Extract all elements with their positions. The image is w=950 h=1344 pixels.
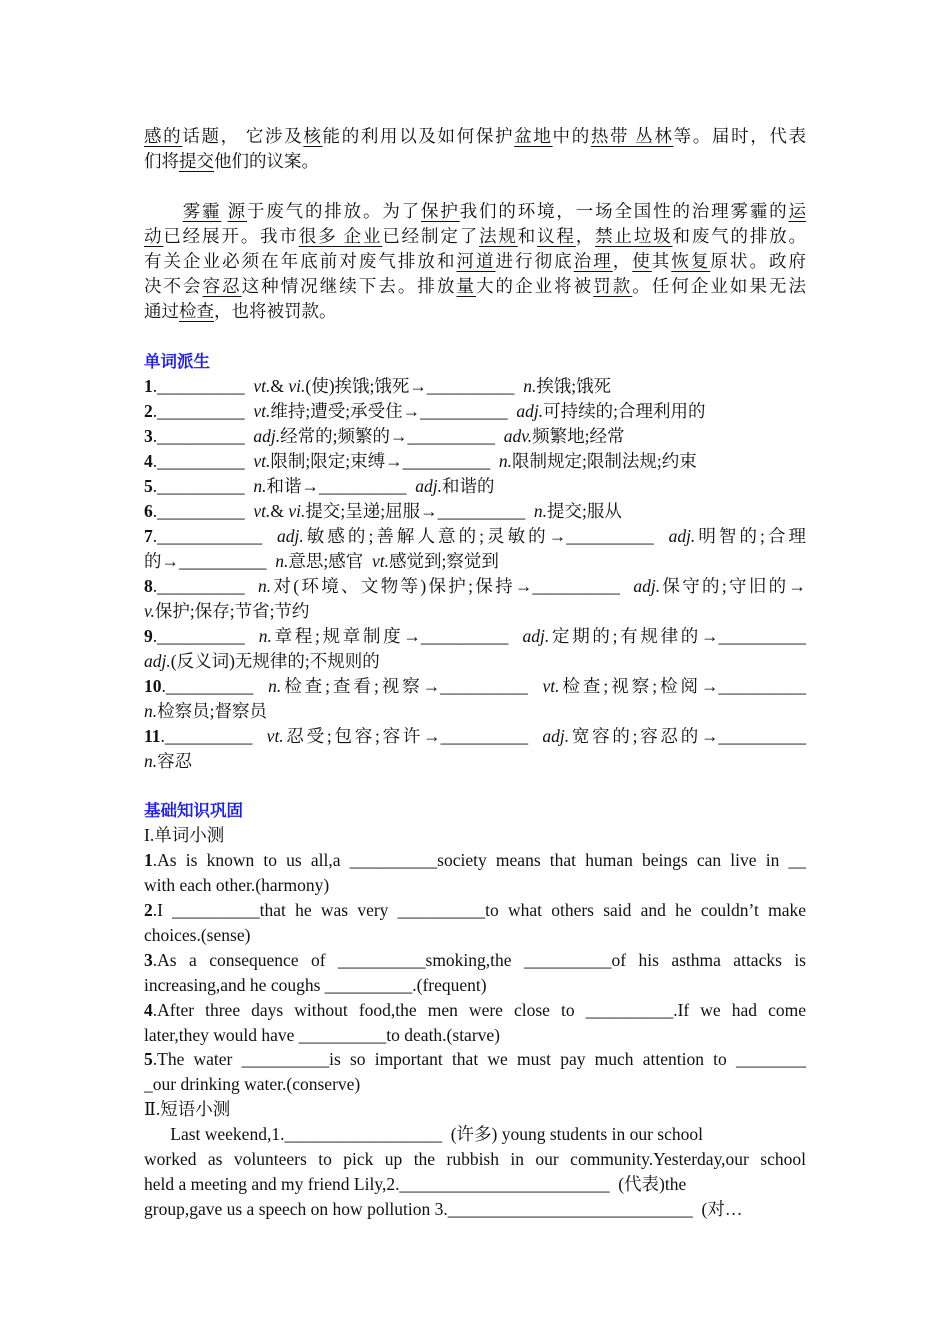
text-with-blank: held a meeting and my friend Lily,2.________________________ (代表)the xyxy=(144,1174,687,1194)
text-run: 明智的;合理 xyxy=(695,526,806,546)
text-run: worked as volunteers to pick up the rubbish in our community.Yesterday,our school xyxy=(144,1149,806,1169)
text-with-blank: .__________ xyxy=(152,576,259,596)
item-number: 1 xyxy=(144,376,153,396)
text-run: 和废气的排放。 xyxy=(672,226,807,246)
text-line xyxy=(144,649,806,673)
part-of-speech: vt. xyxy=(253,501,271,521)
part-of-speech: vt. xyxy=(253,401,271,421)
item-number: 9 xyxy=(144,626,153,646)
part-of-speech: adj. xyxy=(522,626,550,646)
text-run: 能的利用以及如何保护 xyxy=(322,126,515,146)
underlined-term: 恢复 xyxy=(671,251,711,271)
text-line xyxy=(144,599,806,623)
underlined-term: 罚款 xyxy=(593,276,633,296)
text-line xyxy=(144,299,806,323)
text-with-blank: .The water __________is so important that we must pay much attention to ________ xyxy=(152,1049,806,1069)
underlined-term: 很多 企业 xyxy=(298,226,383,246)
text-run: _our drinking water.(conserve) xyxy=(144,1074,361,1094)
text-run: 和 xyxy=(517,226,538,246)
text-run: 中的 xyxy=(552,126,591,146)
underlined-term: 雾霾 xyxy=(182,201,222,221)
text-run: 保护;保存;节省;节约 xyxy=(154,601,310,621)
underlined-term: 议程 xyxy=(537,226,576,246)
text-with-blank: Last weekend,1.__________________ (许多) young students in our school xyxy=(144,1124,703,1144)
part-of-speech: n. xyxy=(144,701,158,721)
text-line xyxy=(144,524,806,548)
text-line xyxy=(144,973,806,997)
item-number: 4 xyxy=(144,451,153,471)
part-of-speech: vt. xyxy=(372,551,390,571)
text-line xyxy=(144,674,806,698)
underlined-term: 提交 xyxy=(179,151,214,171)
text-run: 决不会 xyxy=(144,276,203,296)
section-heading xyxy=(144,799,806,823)
underlined-term: 使 xyxy=(632,251,652,271)
part-of-speech: adj. xyxy=(415,476,442,496)
part-of-speech: n. xyxy=(268,676,282,696)
part-of-speech: adj. xyxy=(633,576,661,596)
underlined-term: 容忍 xyxy=(202,276,242,296)
item-number: 5 xyxy=(144,1049,153,1069)
text-with-blank: 限制;限定;束缚→__________ xyxy=(270,451,499,471)
text-run: ， xyxy=(575,226,596,246)
text-with-blank: (使)挨饿;饿死→__________ xyxy=(305,376,524,396)
underlined-term: 核 xyxy=(303,126,323,146)
underlined-term: 检查 xyxy=(179,301,214,321)
text-run: 保守的;守旧的→ xyxy=(660,576,806,596)
text-with-blank: 维持;遭受;承受住→__________ xyxy=(270,401,517,421)
text-run: 检察员;督察员 xyxy=(157,701,267,721)
text-line xyxy=(144,1047,806,1071)
part-of-speech: adj. xyxy=(542,726,570,746)
part-of-speech: vt. xyxy=(542,676,560,696)
text-run: 等。届时，代表 xyxy=(673,126,807,146)
item-number: 3 xyxy=(144,950,153,970)
part-of-speech: adv. xyxy=(503,426,533,446)
item-number: 6 xyxy=(144,501,153,521)
part-of-speech: vi. xyxy=(288,501,306,521)
item-number: 5 xyxy=(144,476,153,496)
text-run: 我们的环境，一场全国性的治理雾霾的 xyxy=(459,201,789,221)
underlined-term: 盆地 xyxy=(514,126,553,146)
underlined-term: 保护 xyxy=(421,201,460,221)
text-line xyxy=(144,1097,806,1121)
item-number: 3 xyxy=(144,426,153,446)
text-run: 原状。政府 xyxy=(710,251,807,271)
part-of-speech: v. xyxy=(144,601,155,621)
text-line xyxy=(144,1172,806,1196)
text-line xyxy=(144,1072,806,1096)
text-with-blank: .__________ xyxy=(152,476,254,496)
part-of-speech: vt. xyxy=(253,376,271,396)
text-run: 他们的议案。 xyxy=(214,151,319,171)
text-run: 。任何企业如果无法 xyxy=(632,276,807,296)
text-line xyxy=(144,1122,806,1146)
underlined-term: 动 xyxy=(144,226,164,246)
text-with-blank: group,gave us a speech on how pollution 3.____________________________ (对… xyxy=(144,1199,743,1219)
text-run: 和谐的 xyxy=(442,476,495,496)
text-with-blank: 的→__________ xyxy=(144,551,276,571)
part-of-speech: n. xyxy=(498,451,512,471)
part-of-speech: adj. xyxy=(144,651,171,671)
text-run: 大的企业将被 xyxy=(476,276,594,296)
text-line xyxy=(144,923,806,947)
part-of-speech: n. xyxy=(533,501,548,521)
text-with-blank: 宽容的;容忍的→__________ xyxy=(569,726,806,746)
underlined-term: 热带 丛林 xyxy=(590,126,674,146)
text-line xyxy=(144,1147,806,1171)
text-with-blank: later,they would have __________to death.(starve) xyxy=(144,1025,500,1045)
text-run: & xyxy=(270,376,289,396)
text-line xyxy=(144,149,806,173)
part-of-speech: vt. xyxy=(253,451,271,471)
text-line xyxy=(144,399,806,423)
section-heading xyxy=(144,350,806,374)
part-of-speech: adj. xyxy=(668,526,696,546)
text-with-blank: .__________ xyxy=(160,726,267,746)
part-of-speech: n. xyxy=(258,626,272,646)
text-with-blank: .As is known to us all,a __________society means that human beings can live in __ xyxy=(152,850,806,870)
text-line xyxy=(144,898,806,922)
text-line xyxy=(144,624,806,648)
text-run: ，也将被罚款。 xyxy=(214,301,337,321)
part-of-speech: vi. xyxy=(288,376,306,396)
text-line xyxy=(144,873,806,897)
text-with-blank: 检查;查看;视察→__________ xyxy=(281,676,543,696)
text-run: (反义词)无规律的;不规则的 xyxy=(170,651,380,671)
text-line xyxy=(144,499,806,523)
text-with-blank: .__________ xyxy=(152,376,254,396)
text-with-blank: .__________ xyxy=(161,676,269,696)
text-with-blank: .As a consequence of __________smoking,the __________of his asthma attacks is xyxy=(152,950,806,970)
text-run: 可持续的;合理利用的 xyxy=(543,401,706,421)
text-line xyxy=(144,199,806,223)
text-with-blank: 章程;规章制度→__________ xyxy=(271,626,523,646)
text-line xyxy=(144,1023,806,1047)
text-run: 们将 xyxy=(144,151,179,171)
text-line xyxy=(144,374,806,398)
text-with-blank: increasing,and he coughs __________.(frequent) xyxy=(144,975,487,995)
text-run: & xyxy=(270,501,289,521)
item-number: 2 xyxy=(144,900,153,920)
text-run: 提交;服从 xyxy=(547,501,622,521)
text-run: choices.(sense) xyxy=(144,925,251,945)
text-with-blank: .__________ xyxy=(152,451,254,471)
part-of-speech: adj. xyxy=(516,401,544,421)
text-run: Ⅱ.短语小测 xyxy=(144,1099,231,1119)
text-line xyxy=(144,124,806,148)
underlined-term: 法规 xyxy=(479,226,518,246)
item-number: 1 xyxy=(144,850,153,870)
text-with-blank: 提交;呈递;屈服→__________ xyxy=(305,501,534,521)
text-with-blank: 敏感的;善解人意的;灵敏的→__________ xyxy=(303,526,669,546)
text-line xyxy=(144,948,806,972)
text-line xyxy=(144,274,806,298)
part-of-speech: adj. xyxy=(276,526,304,546)
text-with-blank: 经常的;频繁的→__________ xyxy=(280,426,504,446)
text-run: 话题， 它涉及 xyxy=(182,126,304,146)
item-number: 10 xyxy=(144,676,162,696)
text-run: 这种情况继续下去。排放 xyxy=(241,276,457,296)
part-of-speech: vt. xyxy=(266,726,284,746)
text-run: with each other.(harmony) xyxy=(144,875,330,895)
text-with-blank: 定期的;有规律的→__________ xyxy=(549,626,806,646)
underlined-term: 禁止 xyxy=(595,226,634,246)
underlined-term: 垃圾 xyxy=(633,226,673,246)
item-number: 2 xyxy=(144,401,153,421)
text-line xyxy=(144,699,806,723)
text-run: 通过 xyxy=(144,301,179,321)
text-with-blank: .I __________that he was very __________to what others said and he couldn’t make xyxy=(152,900,806,920)
text-with-blank: .____________ xyxy=(152,526,277,546)
text-with-blank: 对(环境、文物等)保护;保持→__________ xyxy=(271,576,634,596)
part-of-speech: n. xyxy=(523,376,537,396)
part-of-speech: adj. xyxy=(253,426,281,446)
text-run: 于废气的排放。为了 xyxy=(246,201,422,221)
text-line xyxy=(144,1197,806,1221)
text-with-blank: .After three days without food,the men were close to __________.If we had come xyxy=(152,1000,806,1020)
text-run: 感觉到;察觉到 xyxy=(389,551,499,571)
text-run: 有关企业必须在年底前对废气排放和 xyxy=(144,251,457,271)
item-number: 11 xyxy=(144,726,161,746)
text-line xyxy=(144,724,806,748)
text-with-blank: .__________ xyxy=(152,626,259,646)
underlined-term: 源 xyxy=(227,201,247,221)
text-run: 意思;感官 xyxy=(288,551,372,571)
text-run: ， xyxy=(612,251,633,271)
underlined-term: 量 xyxy=(456,276,477,296)
text-line xyxy=(144,474,806,498)
text-with-blank: 检查;视察;检阅→__________ xyxy=(559,676,806,696)
underlined-term: 运 xyxy=(788,201,807,221)
text-run: 频繁地;经常 xyxy=(532,426,625,446)
text-line xyxy=(144,574,806,598)
text-line xyxy=(144,823,806,847)
text-line xyxy=(144,848,806,872)
text-run: I.单词小测 xyxy=(144,825,225,845)
text-line xyxy=(144,249,806,273)
text-run: 限制规定;限制法规;约束 xyxy=(512,451,697,471)
underlined-term: 感的 xyxy=(144,126,183,146)
part-of-speech: n. xyxy=(275,551,289,571)
text-with-blank: .__________ xyxy=(152,501,254,521)
text-with-blank: .__________ xyxy=(152,401,254,421)
text-run: 进行彻底 xyxy=(495,251,574,271)
text-run: 挨饿;饿死 xyxy=(536,376,612,396)
part-of-speech: n. xyxy=(258,576,272,596)
text-line xyxy=(144,549,806,573)
part-of-speech: n. xyxy=(144,751,158,771)
item-number: 7 xyxy=(144,526,153,546)
text-run: 容忍 xyxy=(157,751,193,771)
part-of-speech: n. xyxy=(253,476,267,496)
text-line xyxy=(144,224,806,248)
text-with-blank: .__________ xyxy=(152,426,254,446)
text-run: 基础知识巩固 xyxy=(144,801,243,820)
item-number: 8 xyxy=(144,576,153,596)
text-line xyxy=(144,424,806,448)
underlined-term: 河道 xyxy=(456,251,496,271)
text-run: 其 xyxy=(651,251,672,271)
text-run: 单词派生 xyxy=(144,352,210,371)
item-number: 4 xyxy=(144,1000,153,1020)
text-run: 已经制定了 xyxy=(382,226,480,246)
text-line xyxy=(144,449,806,473)
text-run: 已经展开。我市 xyxy=(163,226,299,246)
text-line xyxy=(144,998,806,1022)
text-with-blank: 和谐→__________ xyxy=(266,476,416,496)
underlined-term: 治理 xyxy=(573,251,613,271)
text-with-blank: 忍受;包容;容许→__________ xyxy=(283,726,543,746)
text-line xyxy=(144,749,806,773)
text-run xyxy=(144,201,183,221)
